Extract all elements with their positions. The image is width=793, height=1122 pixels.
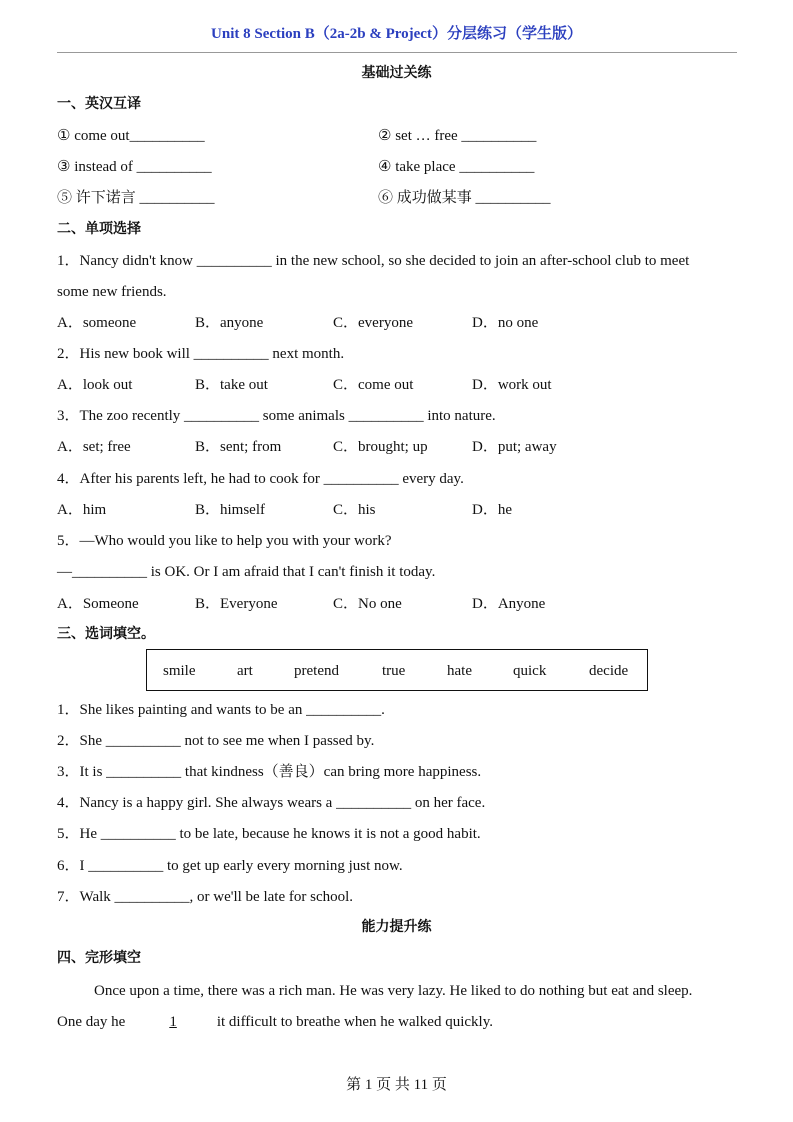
question-5-stem-continued: —__________ is OK. Or I am afraid that I can't finish it today.	[57, 564, 436, 580]
header-divider	[57, 52, 737, 53]
cloze-text-after: it difficult to breathe when he walked quickly.	[216, 1014, 493, 1030]
question-1-option-d: D．no one	[472, 315, 539, 331]
question-1-option-b: B．anyone	[195, 315, 264, 331]
question-1-stem-continued: some new friends.	[57, 284, 167, 300]
word-bank-box	[146, 649, 648, 691]
section1-title: 一、英汉互译	[57, 96, 141, 112]
question-5-option-d: D．Anyone	[472, 596, 546, 612]
question-3-option-a: A．set; free	[57, 439, 131, 455]
question-1-option-a: A．someone	[57, 315, 137, 331]
page-header-title: Unit 8 Section B（2a-2b & Project）分层练习（学生版）	[211, 26, 582, 42]
translation-item-6: ⑥ 成功做某事 __________	[378, 190, 551, 206]
fill-sentence-1: 1．She likes painting and wants to be an __________.	[57, 702, 385, 718]
question-1-option-c: C．everyone	[333, 315, 413, 331]
cloze-text-before: One day he	[57, 1014, 126, 1030]
question-2-stem: 2．His new book will __________ next month.	[57, 346, 345, 362]
question-4-option-b: B．himself	[195, 502, 265, 518]
question-4-option-d: D．he	[472, 502, 512, 518]
word-bank-item: true	[382, 663, 406, 679]
cloze-paragraph-line-1: Once upon a time, there was a rich man. He was very lazy. He liked to do nothing but eat and sleep.	[94, 983, 693, 999]
fill-sentence-4: 4．Nancy is a happy girl. She always wears a __________ on her face.	[57, 795, 486, 811]
cloze-blank-1	[137, 1012, 209, 1032]
word-bank-item: quick	[513, 663, 547, 679]
question-5-option-c: C．No one	[333, 596, 402, 612]
question-5-stem: 5．—Who would you like to help you with your work?	[57, 533, 392, 549]
translation-item-3: ③ instead of __________	[57, 159, 212, 175]
question-2-option-c: C．come out	[333, 377, 414, 393]
fill-sentence-6: 6．I __________ to get up early every morning just now.	[57, 858, 403, 874]
question-4-stem: 4．After his parents left, he had to cook for __________ every day.	[57, 471, 464, 487]
section4-title: 四、完形填空	[57, 950, 141, 966]
page-footer: 第 1 页 共 11 页	[346, 1077, 447, 1093]
part-advanced-title: 能力提升练	[361, 919, 432, 935]
fill-sentence-3: 3．It is __________ that kindness（善良）can bring more happiness.	[57, 764, 482, 780]
word-bank-item: pretend	[294, 663, 339, 679]
translation-item-4: ④ take place __________	[378, 159, 535, 175]
word-bank-item: decide	[589, 663, 629, 679]
cloze-paragraph-line-2	[57, 1012, 493, 1032]
word-bank-item: hate	[447, 663, 472, 679]
section3-title: 三、选词填空。	[57, 626, 155, 642]
question-5-option-a: A．Someone	[57, 596, 139, 612]
fill-sentence-7: 7．Walk __________, or we'll be late for school.	[57, 889, 354, 905]
part-basic-title: 基础过关练	[361, 65, 432, 81]
word-bank-item: art	[237, 663, 253, 679]
translation-item-1: ① come out__________	[57, 128, 205, 144]
question-3-option-b: B．sent; from	[195, 439, 282, 455]
question-5-option-b: B．Everyone	[195, 596, 278, 612]
translation-item-5: ⑤ 许下诺言 __________	[57, 190, 215, 206]
question-4-option-c: C．his	[333, 502, 376, 518]
translation-item-2: ② set … free __________	[378, 128, 537, 144]
fill-sentence-5: 5．He __________ to be late, because he knows it is not a good habit.	[57, 826, 481, 842]
question-2-option-b: B．take out	[195, 377, 268, 393]
word-bank-item: smile	[163, 663, 196, 679]
question-1-stem: 1．Nancy didn't know __________ in the new school, so she decided to join an after-school club to meet	[57, 253, 690, 269]
fill-sentence-2: 2．She __________ not to see me when I passed by.	[57, 733, 375, 749]
question-3-stem: 3．The zoo recently __________ some animals __________ into nature.	[57, 408, 496, 424]
question-3-option-d: D．put; away	[472, 439, 557, 455]
question-3-option-c: C．brought; up	[333, 439, 428, 455]
question-2-option-d: D．work out	[472, 377, 552, 393]
cloze-blank-number: 1	[169, 1014, 177, 1030]
section2-title: 二、单项选择	[57, 221, 141, 237]
question-2-option-a: A．look out	[57, 377, 133, 393]
question-4-option-a: A．him	[57, 502, 107, 518]
